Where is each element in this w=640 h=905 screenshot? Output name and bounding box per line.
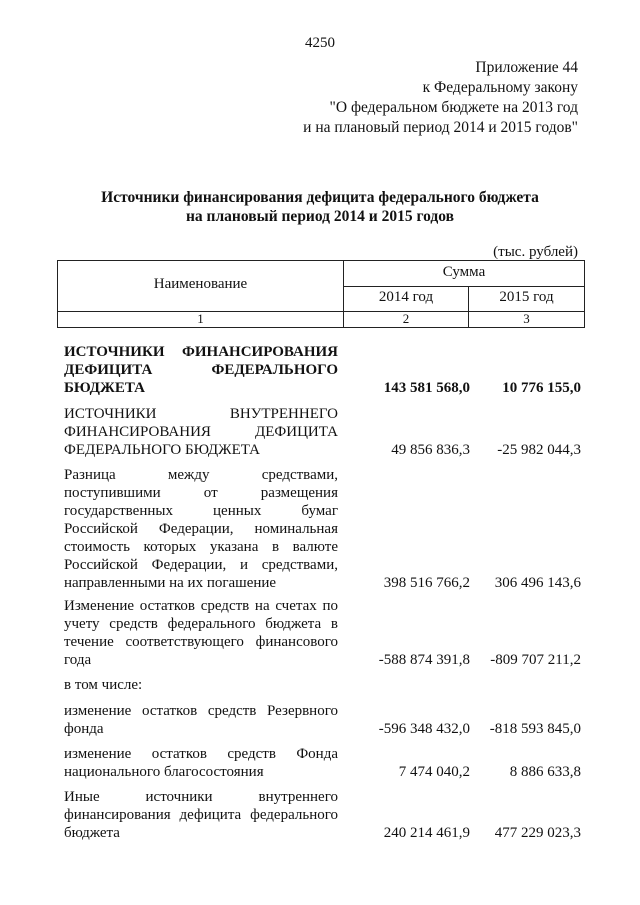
- row-reserve-fund-2014: -596 348 432,0: [378, 721, 470, 737]
- row-domestic-sources-2015: -25 982 044,3: [497, 442, 581, 458]
- row-including-label: в том числе:: [64, 677, 143, 693]
- header-year-2014: 2014 год: [378, 289, 434, 305]
- document-title-line-2: на плановый период 2014 и 2015 годов: [186, 208, 454, 225]
- row-welfare-fund-2015: 8 886 633,8: [509, 764, 581, 780]
- appendix-line-3: "О федеральном бюджете на 2013 год: [329, 99, 578, 116]
- appendix-line-1: Приложение 44: [475, 59, 578, 76]
- header-year-2015: 2015 год: [499, 289, 554, 305]
- row-securities-difference-name: Разница между средствами, поступившими от размещения государственных ценных бумаг Российской Федерации, номинальная стоимость которых указана в валюте Российской Федерации, и средствами, направленными на их погашение: [64, 467, 338, 591]
- row-other-sources-name: Иные источники внутреннего финансирования дефицита федерального бюджета: [64, 789, 338, 841]
- appendix-line-2: к Федеральному закону: [422, 79, 578, 96]
- row-other-sources-2014: 240 214 461,9: [383, 825, 470, 841]
- row-total-sources-2014: 143 581 568,0: [383, 380, 470, 396]
- row-balance-change-2015: -809 707 211,2: [490, 652, 581, 668]
- document-title-line-1: Источники финансирования дефицита федерального бюджета: [101, 189, 539, 206]
- row-total-sources-2015: 10 776 155,0: [502, 380, 581, 396]
- row-securities-difference-2015: 306 496 143,6: [494, 575, 581, 591]
- header-col-3: 3: [523, 311, 530, 326]
- row-domestic-sources-name: ИСТОЧНИКИ ВНУТРЕННЕГО ФИНАНСИРОВАНИЯ ДЕФИЦИТА ФЕДЕРАЛЬНОГО БЮДЖЕТА: [64, 406, 338, 458]
- row-reserve-fund-2015: -818 593 845,0: [489, 721, 581, 737]
- units-label: (тыс. рублей): [493, 244, 578, 260]
- header-sum: Сумма: [442, 264, 486, 280]
- row-total-sources-name: ИСТОЧНИКИ ФИНАНСИРОВАНИЯ ДЕФИЦИТА ФЕДЕРАЛЬНОГО БЮДЖЕТА: [64, 344, 338, 396]
- row-balance-change-name: Изменение остатков средств на счетах по учету средств федерального бюджета в течение соответствующего финансового года: [64, 598, 338, 668]
- row-welfare-fund-name: изменение остатков средств Фонда национального благосостояния: [64, 746, 338, 780]
- header-col-1: 1: [197, 311, 204, 326]
- header-col-2: 2: [402, 311, 410, 326]
- row-balance-change-2014: -588 874 391,8: [378, 652, 470, 668]
- row-other-sources-2015: 477 229 023,3: [494, 825, 581, 841]
- page-number: 4250: [305, 35, 335, 51]
- row-welfare-fund-2014: 7 474 040,2: [398, 764, 470, 780]
- row-securities-difference-2014: 398 516 766,2: [383, 575, 470, 591]
- row-domestic-sources-2014: 49 856 836,3: [391, 442, 470, 458]
- row-reserve-fund-name: изменение остатков средств Резервного фонда: [64, 703, 338, 737]
- appendix-line-4: и на плановый период 2014 и 2015 годов": [303, 119, 578, 136]
- header-name: Наименование: [153, 276, 248, 292]
